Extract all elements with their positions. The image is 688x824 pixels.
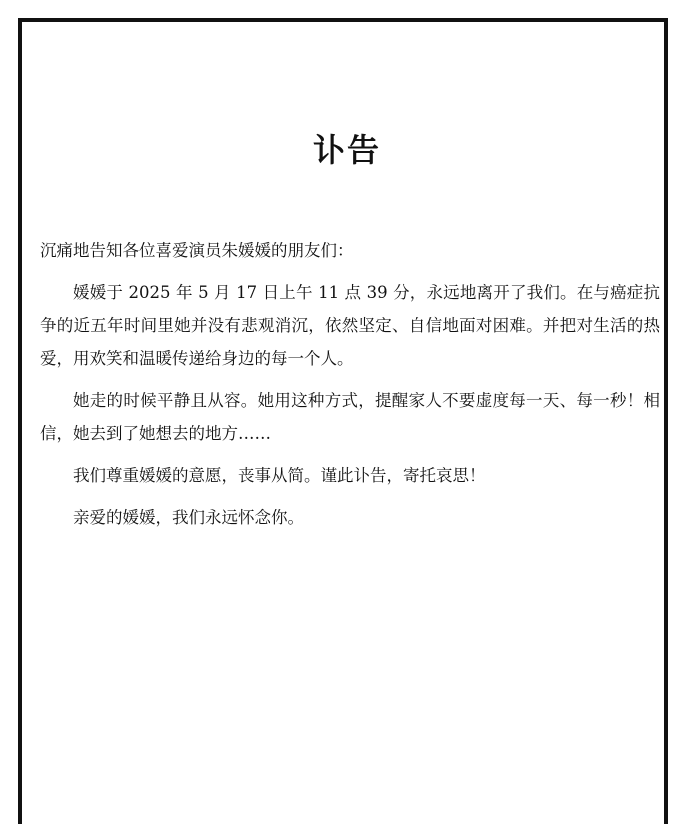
paragraph-funeral-wishes: 我们尊重媛媛的意愿，丧事从简。谨此讣告，寄托哀思！ [73,466,486,485]
document-frame [18,18,668,824]
paragraph-farewell: 她走的时候平静且从容。她用这种方式，提醒家人不要虚度每一天、每一秒！相信，她去到了她想去的地方…… [40,391,660,443]
page-title: 讣告 [312,131,381,169]
paragraph-remembrance: 亲爱的媛媛，我们永远怀念你。 [73,508,304,527]
paragraph-announcement: 媛媛于 2025 年 5 月 17 日上午 11 点 39 分，永远地离开了我们。在与癌症抗争的近五年时间里她并没有悲观消沉，依然坚定、自信地面对困难。并把对生活的热爱，用欢笑和温暖传递给身边的每一个人。 [40,283,660,368]
document-body [40,234,660,543]
salutation: 沉痛地告知各位喜爱演员朱媛媛的朋友们： [40,241,354,260]
